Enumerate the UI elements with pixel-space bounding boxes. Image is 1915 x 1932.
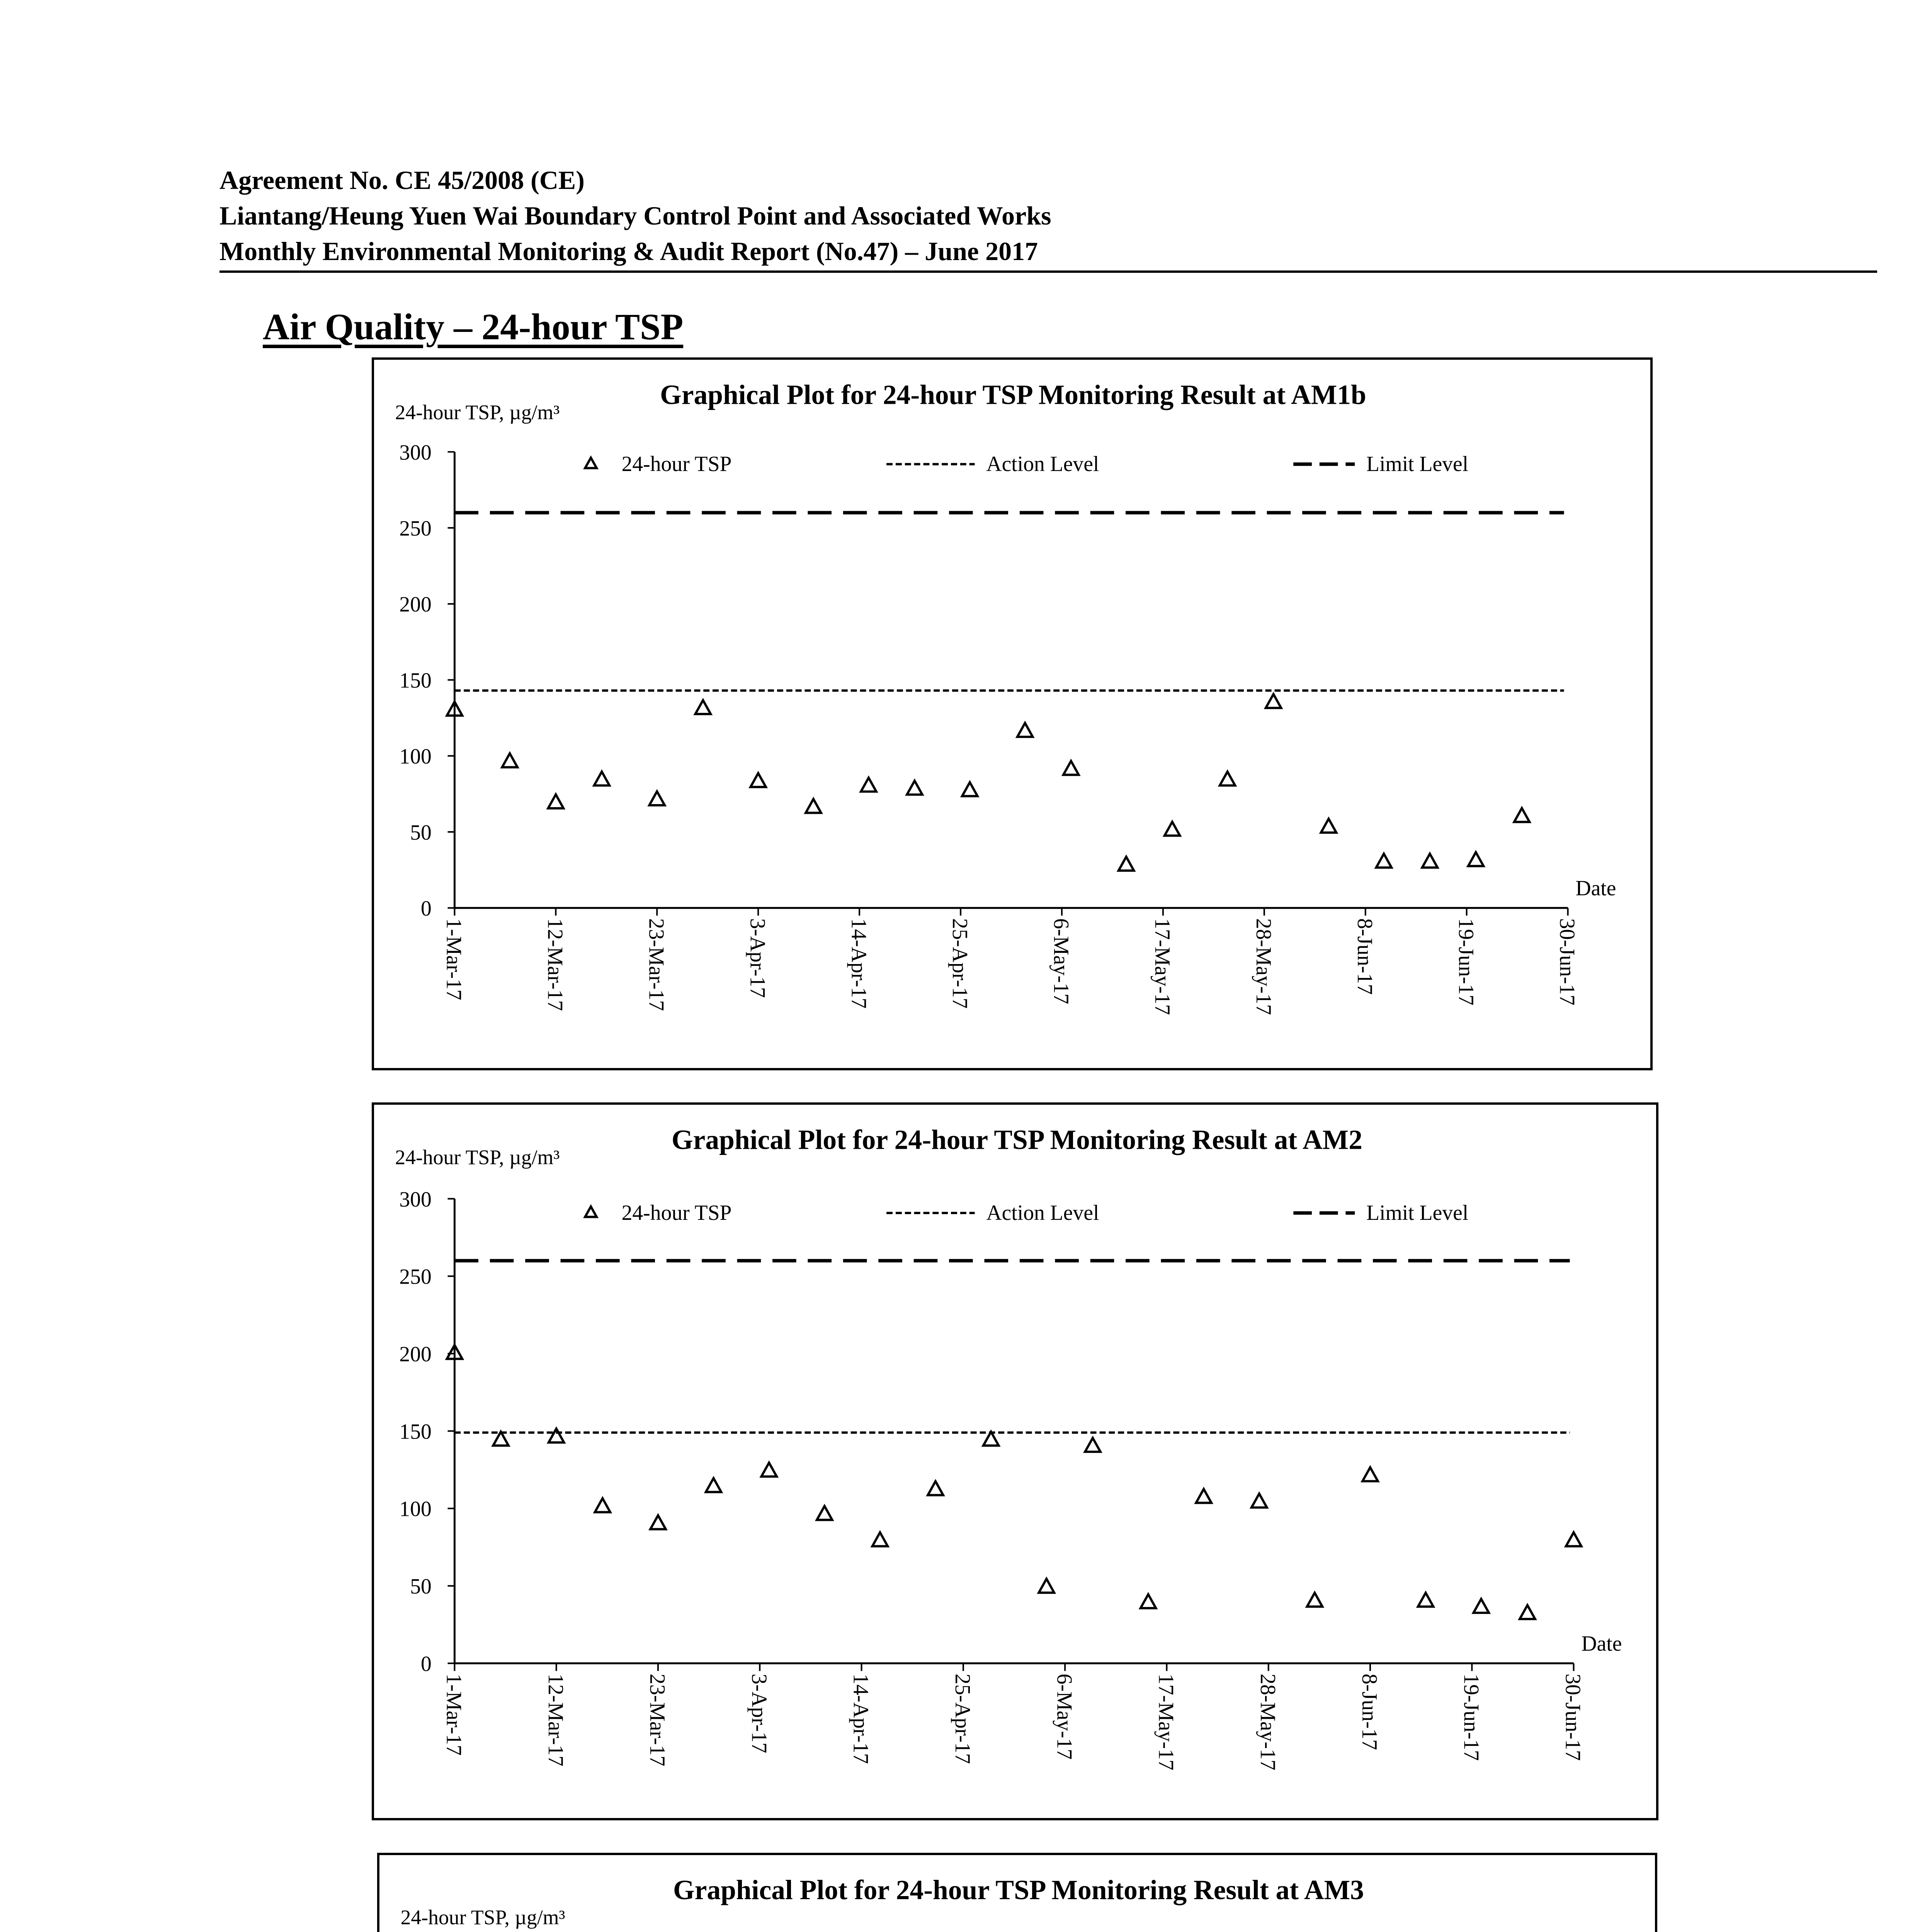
data-point (1418, 1593, 1434, 1607)
y-tick-label: 150 (399, 668, 432, 693)
chart-panel-am1b (372, 357, 1653, 1070)
data-point (1514, 808, 1530, 822)
data-point (493, 1432, 509, 1446)
x-tick-label: 28-May-17 (1255, 1673, 1280, 1770)
data-point (1220, 772, 1235, 786)
x-tick-label: 8-Jun-17 (1352, 918, 1377, 995)
x-axis-label: Date (1575, 876, 1616, 900)
y-tick-label: 300 (399, 440, 432, 465)
data-point (1085, 1438, 1100, 1452)
chart-title: Graphical Plot for 24-hour TSP Monitoring Result at AM3 (673, 1875, 1364, 1906)
data-point (1468, 852, 1484, 866)
chart-panel-am3 (377, 1853, 1657, 1932)
chart-legend (585, 452, 1468, 476)
data-point (706, 1478, 721, 1492)
legend-label-action: Action Level (986, 452, 1099, 476)
header-project: Liantang/Heung Yuen Wai Boundary Control Point and Associated Works (219, 201, 1051, 230)
x-tick-label: 30-Jun-17 (1561, 1673, 1585, 1761)
data-point (983, 1432, 999, 1446)
data-point (872, 1532, 888, 1546)
data-point (594, 772, 610, 786)
data-point (1119, 857, 1134, 871)
y-tick-label: 0 (421, 896, 432, 921)
chart-title: Graphical Plot for 24-hour TSP Monitoring Result at AM2 (671, 1124, 1362, 1155)
data-point (1321, 819, 1337, 833)
legend-label-limit: Limit Level (1366, 1201, 1469, 1225)
data-point (1566, 1532, 1582, 1546)
y-axis-label: 24-hour TSP, µg/m³ (395, 1145, 560, 1169)
data-point (595, 1498, 611, 1512)
data-point (907, 781, 922, 795)
y-tick-label: 100 (399, 1497, 432, 1521)
y-axis-label: 24-hour TSP, µg/m³ (395, 400, 560, 424)
y-tick-label: 200 (399, 1342, 432, 1367)
data-point (1376, 854, 1391, 868)
data-point (806, 799, 821, 813)
data-point (1063, 761, 1079, 775)
chart-panel-am2 (372, 1102, 1658, 1820)
x-tick-label: 14-Apr-17 (847, 918, 871, 1009)
y-tick-label: 250 (399, 517, 432, 541)
x-tick-label: 8-Jun-17 (1357, 1673, 1382, 1750)
y-tick-label: 200 (399, 592, 432, 617)
data-point (1422, 854, 1438, 868)
x-tick-label: 25-Apr-17 (951, 1673, 975, 1764)
x-tick-label: 14-Apr-17 (849, 1673, 873, 1764)
data-point (649, 791, 665, 805)
legend-label-tsp: 24-hour TSP (621, 1201, 732, 1225)
y-axis-label: 24-hour TSP, µg/m³ (400, 1905, 565, 1929)
data-point (761, 1463, 777, 1477)
data-point (695, 700, 711, 714)
header-rule (219, 270, 1877, 273)
x-tick-label: 1-Mar-17 (442, 918, 466, 1000)
x-tick-label: 12-Mar-17 (543, 918, 567, 1011)
data-point (928, 1481, 943, 1495)
data-point (1141, 1594, 1156, 1608)
data-point (1362, 1468, 1378, 1481)
x-tick-label: 23-Mar-17 (644, 918, 668, 1011)
x-tick-label: 30-Jun-17 (1555, 918, 1579, 1006)
data-point (817, 1506, 832, 1520)
legend-label-action: Action Level (986, 1201, 1099, 1225)
legend-label-tsp: 24-hour TSP (621, 452, 732, 476)
legend-label-limit: Limit Level (1366, 452, 1469, 476)
data-point (1039, 1579, 1054, 1593)
x-tick-label: 3-Apr-17 (747, 1673, 771, 1753)
chart-am2 (374, 1105, 1656, 1818)
y-tick-label: 0 (421, 1652, 432, 1676)
data-point (549, 1429, 564, 1442)
x-tick-label: 23-Mar-17 (645, 1673, 670, 1767)
x-axis-label: Date (1581, 1631, 1622, 1656)
y-tick-label: 50 (410, 820, 432, 845)
data-point (1266, 694, 1281, 708)
legend-marker-tsp (585, 1207, 597, 1217)
data-point (548, 794, 563, 808)
x-tick-label: 17-May-17 (1150, 918, 1175, 1015)
data-point (1165, 822, 1180, 836)
x-tick-label: 6-May-17 (1049, 918, 1073, 1004)
data-point (1307, 1593, 1323, 1607)
x-tick-label: 12-Mar-17 (543, 1673, 568, 1767)
data-point (962, 782, 978, 796)
x-tick-label: 1-Mar-17 (442, 1673, 466, 1756)
y-tick-label: 300 (399, 1187, 432, 1212)
x-tick-label: 19-Jun-17 (1454, 918, 1478, 1006)
legend-marker-tsp (585, 458, 597, 468)
data-point (750, 773, 766, 787)
data-point (1252, 1494, 1267, 1508)
x-tick-label: 17-May-17 (1154, 1673, 1178, 1770)
chart-legend (585, 1201, 1468, 1225)
data-point (1017, 723, 1033, 737)
y-tick-label: 50 (410, 1575, 432, 1599)
chart-title: Graphical Plot for 24-hour TSP Monitoring Result at AM1b (660, 379, 1366, 410)
x-tick-label: 28-May-17 (1251, 918, 1276, 1015)
x-tick-label: 6-May-17 (1052, 1673, 1077, 1760)
chart-am3 (379, 1855, 1655, 1932)
data-point (1196, 1489, 1211, 1503)
x-tick-label: 19-Jun-17 (1459, 1673, 1483, 1761)
x-tick-label: 25-Apr-17 (948, 918, 972, 1009)
data-point (650, 1515, 666, 1529)
data-point (861, 778, 876, 792)
data-point (1473, 1599, 1489, 1613)
x-tick-label: 3-Apr-17 (745, 918, 770, 998)
section-title: Air Quality – 24-hour TSP (263, 306, 684, 347)
data-point (502, 753, 517, 767)
y-tick-label: 250 (399, 1265, 432, 1289)
header-report: Monthly Environmental Monitoring & Audit Report (No.47) – June 2017 (219, 236, 1038, 266)
data-point (1520, 1605, 1535, 1619)
y-tick-label: 100 (399, 745, 432, 769)
y-tick-label: 150 (399, 1420, 432, 1444)
header-agreement: Agreement No. CE 45/2008 (CE) (219, 165, 585, 195)
chart-am1b (374, 360, 1650, 1068)
